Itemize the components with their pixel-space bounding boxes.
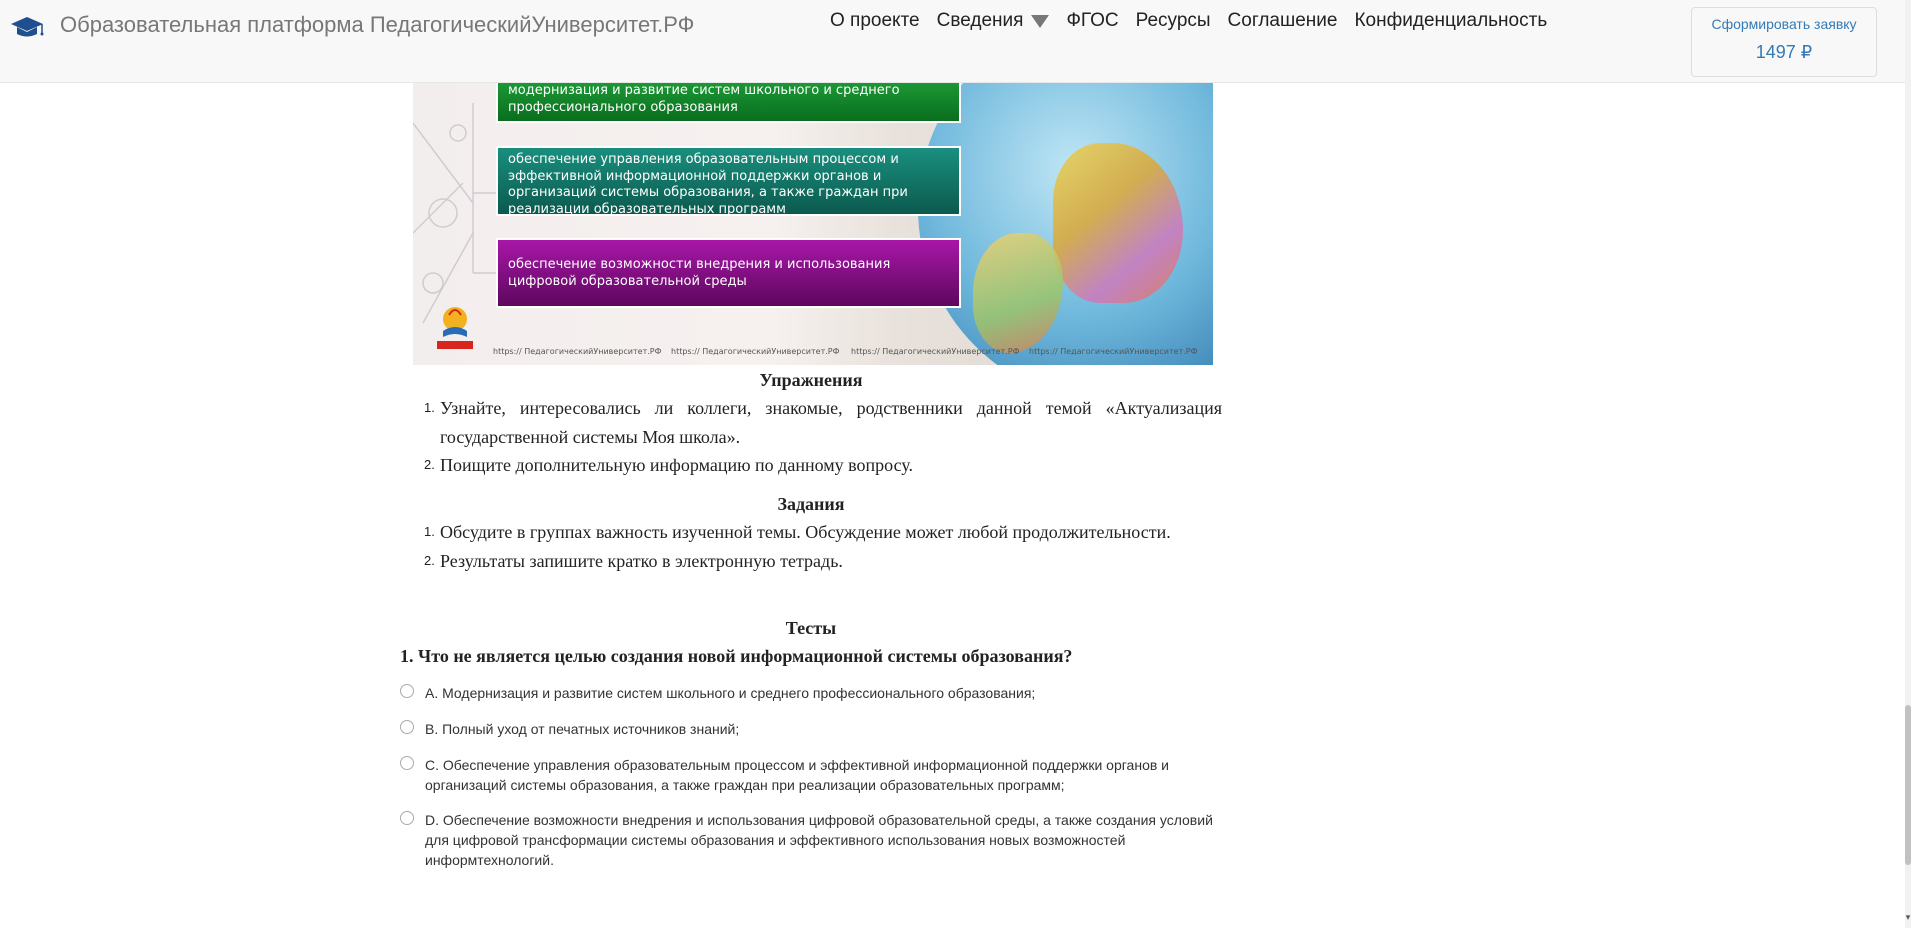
- option-label[interactable]: A. Модернизация и развитие систем школьного и среднего профессионального образования;: [425, 685, 1036, 701]
- slide-box-management: обеспечение управления образовательным процессом и эффективной информационной поддержки органов и организаций системы образования, а также граждан при реализации образовательных программ: [496, 146, 961, 216]
- option-label[interactable]: D. Обеспечение возможности внедрения и использования цифровой образовательной среды, а также создания условий для цифровой трансформации системы образования и эффективного использования новых возможностей информтехнологий.: [425, 812, 1213, 868]
- chevron-down-icon[interactable]: [1031, 15, 1049, 28]
- watermark: https:// ПедагогическийУниверситет.РФ: [851, 347, 1020, 356]
- radio-button[interactable]: [400, 811, 414, 825]
- nav-resources[interactable]: Ресурсы: [1135, 10, 1211, 31]
- order-button[interactable]: [1691, 7, 1877, 77]
- list-item: 2. Результаты запишите кратко в электронную тетрадь.: [424, 550, 843, 571]
- graduation-cap-icon[interactable]: [9, 13, 45, 41]
- tasks-list: [418, 518, 1222, 575]
- watermark: https:// ПедагогическийУниверситет.РФ: [1029, 347, 1198, 356]
- nav-agreement[interactable]: Соглашение: [1227, 10, 1338, 31]
- nav-fgos[interactable]: ФГОС: [1066, 10, 1119, 31]
- exercises-heading: Упражнения: [759, 370, 863, 390]
- radio-button[interactable]: [400, 684, 414, 698]
- order-label: Сформировать заявку: [1711, 16, 1857, 32]
- order-price: 1497 ₽: [1755, 42, 1813, 62]
- test-question: 1. Что не является целью создания новой информационной системы образования?: [400, 646, 1073, 666]
- nav-info[interactable]: Сведения: [936, 10, 1024, 31]
- radio-button[interactable]: [400, 720, 414, 734]
- list-item: 2. Поищите дополнительную информацию по данному вопросу.: [424, 455, 914, 475]
- nav-about[interactable]: О проекте: [830, 10, 920, 31]
- top-navbar: [0, 0, 1905, 83]
- lesson-slide-image: [413, 83, 1213, 365]
- scrollbar-thumb[interactable]: [1905, 705, 1911, 865]
- nav-privacy[interactable]: Конфиденциальность: [1354, 10, 1548, 31]
- slide-box-digital-env: обеспечение возможности внедрения и использования цифровой образовательной среды: [496, 238, 961, 308]
- university-logo: [429, 301, 481, 353]
- list-item: 1. Обсудите в группах важность изученной темы. Обсуждение может любой продолжительности.: [424, 522, 1171, 542]
- exercises-list: [418, 394, 1222, 480]
- watermark: https:// ПедагогическийУниверситет.РФ: [493, 347, 662, 356]
- tasks-heading: Задания: [777, 494, 845, 514]
- list-item: 1. Узнайте, интересовались ли коллеги, знакомые, родственники данной темой «Актуализация государственной системы Моя школа».: [424, 398, 1222, 447]
- tests-heading: Тесты: [785, 618, 837, 638]
- scroll-down-icon[interactable]: ▾: [1905, 912, 1911, 922]
- brand-title[interactable]: Образовательная платформа ПедагогическийУниверситет.РФ: [60, 12, 695, 37]
- radio-button[interactable]: [400, 756, 414, 770]
- option-label[interactable]: C. Обеспечение управления образовательным процессом и эффективной информационной поддержки органов и организаций системы образования, а также граждан при реализации образовательных программ;: [425, 757, 1170, 793]
- option-label[interactable]: B. Полный уход от печатных источников знаний;: [425, 721, 740, 737]
- slide-box-modernization: модернизация и развитие систем школьного и среднего профессионального образования: [496, 83, 961, 123]
- main-nav: [830, 8, 1564, 34]
- watermark: https:// ПедагогическийУниверситет.РФ: [671, 347, 840, 356]
